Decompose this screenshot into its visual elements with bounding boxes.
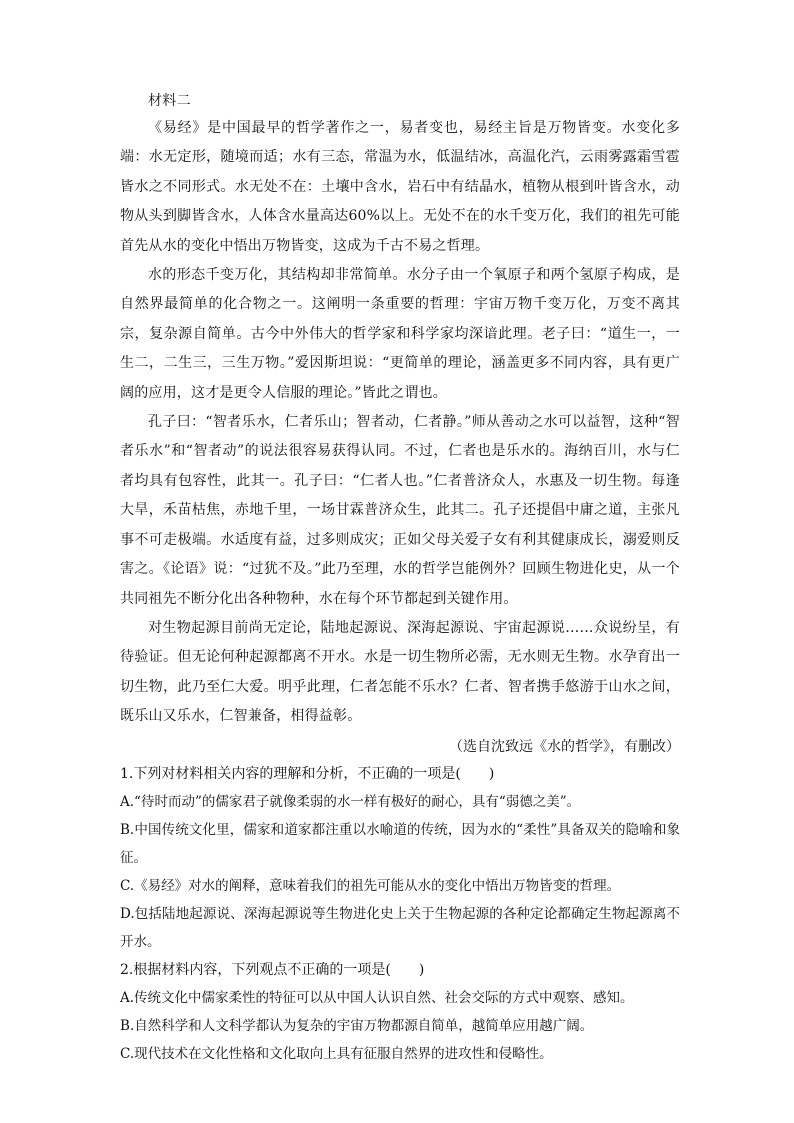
option-a: A.“待时而动”的儒家君子就像柔弱的水一样有极好的耐心，具有“弱德之美”。 <box>120 793 581 810</box>
material-paragraph-4: 对生物起源目前尚无定论，陆地起源说、深海起源说、宇宙起源说……众说纷呈，有待验证。但无论何种起源都离不开水。水是一切生物所必需，无水则无生物。水孕育出一切生物，此乃至仁大爱。明乎此理，仁者怎能不乐水？仁者、智者携手悠游于山水之间，既乐山又乐水，仁智兼备，相得益彰。 <box>120 619 680 725</box>
source-citation: （选自沈致远《水的哲学》，有删改） <box>449 738 680 755</box>
option-b: B.中国传统文化里，儒家和道家都注重以水喻道的传统，因为水的“柔性”具备双关的隐喻和象征。 <box>120 821 680 866</box>
question-1 <box>120 760 680 956</box>
option-c: C.《易经》对水的阐释，意味着我们的祖先可能从水的变化中悟出万物皆变的哲理。 <box>120 877 621 894</box>
question-stem: 1.下列对材料相关内容的理解和分析，不正确的一项是( ) <box>120 765 495 782</box>
option-a: A.传统文化中儒家柔性的特征可以从中国人认识自然、社会交际的方式中观察、感知。 <box>120 989 634 1006</box>
option-c: C.现代技术在文化性格和文化取向上具有征服自然界的进攻性和侵略性。 <box>120 1045 553 1062</box>
material-paragraph-1: 《易经》是中国最早的哲学著作之一，易者变也，易经主旨是万物皆变。水变化多端：水无定形，随境而适；水有三态，常温为水，低温结冰，高温化汽，云雨雾露霜雪雹皆水之不同形式。水无处不在：土壤中含水，岩石中有结晶水，植物从根到叶皆含水，动物从头到脚皆含水，人体含水量高达60%以上。无处不在的水千变万化，我们的祖先可能首先从水的变化中悟出万物皆变，这成为千古不易之哲理。 <box>120 120 680 254</box>
document-page <box>120 88 680 1068</box>
material-paragraph-2: 水的形态千变万化，其结构却非常简单。水分子由一个氧原子和两个氢原子构成，是自然界最简单的化合物之一。这阐明一条重要的哲理：宇宙万物千变万化，万变不离其宗，复杂源自简单。古今中外伟大的哲学家和科学家均深谙此理。老子曰：“道生一，一生二，二生三，三生万物。”爱因斯坦说：“更简单的理论，涵盖更多不同内容，具有更广阔的应用，这才是更令人信服的理论。”皆此之谓也。 <box>120 267 680 401</box>
question-2 <box>120 956 680 1068</box>
material-paragraph-3: 孔子曰：“智者乐水，仁者乐山；智者动，仁者静。”师从善动之水可以益智，这种“智者乐水”和“智者动”的说法很容易获得认同。不过，仁者也是乐水的。海纳百川，水与仁者均具有包容性，此其一。孔子曰：“仁者人也。”仁者普济众人，水惠及一切生物。每逢大旱，禾苗枯焦，赤地千里，一场甘霖普济众生，此其二。孔子还提倡中庸之道，主张凡事不可走极端。水适度有益，过多则成灾；正如父母关爱子女有利其健康成长，溺爱则反害之。《论语》说：“过犹不及。”此乃至理，水的哲学岂能例外？回顾生物进化史，从一个共同祖先不断分化出各种物种，水在每个环节都起到关键作用。 <box>120 414 680 607</box>
option-d: D.包括陆地起源说、深海起源说等生物进化史上关于生物起源的各种定论都确定生物起源离不开水。 <box>120 905 680 950</box>
question-stem: 2.根据材料内容，下列观点不正确的一项是( ) <box>120 961 425 978</box>
material-heading: 材料二 <box>148 93 191 109</box>
option-b: B.自然科学和人文科学都认为复杂的宇宙万物都源自简单，越简单应用越广阔。 <box>120 1017 594 1034</box>
